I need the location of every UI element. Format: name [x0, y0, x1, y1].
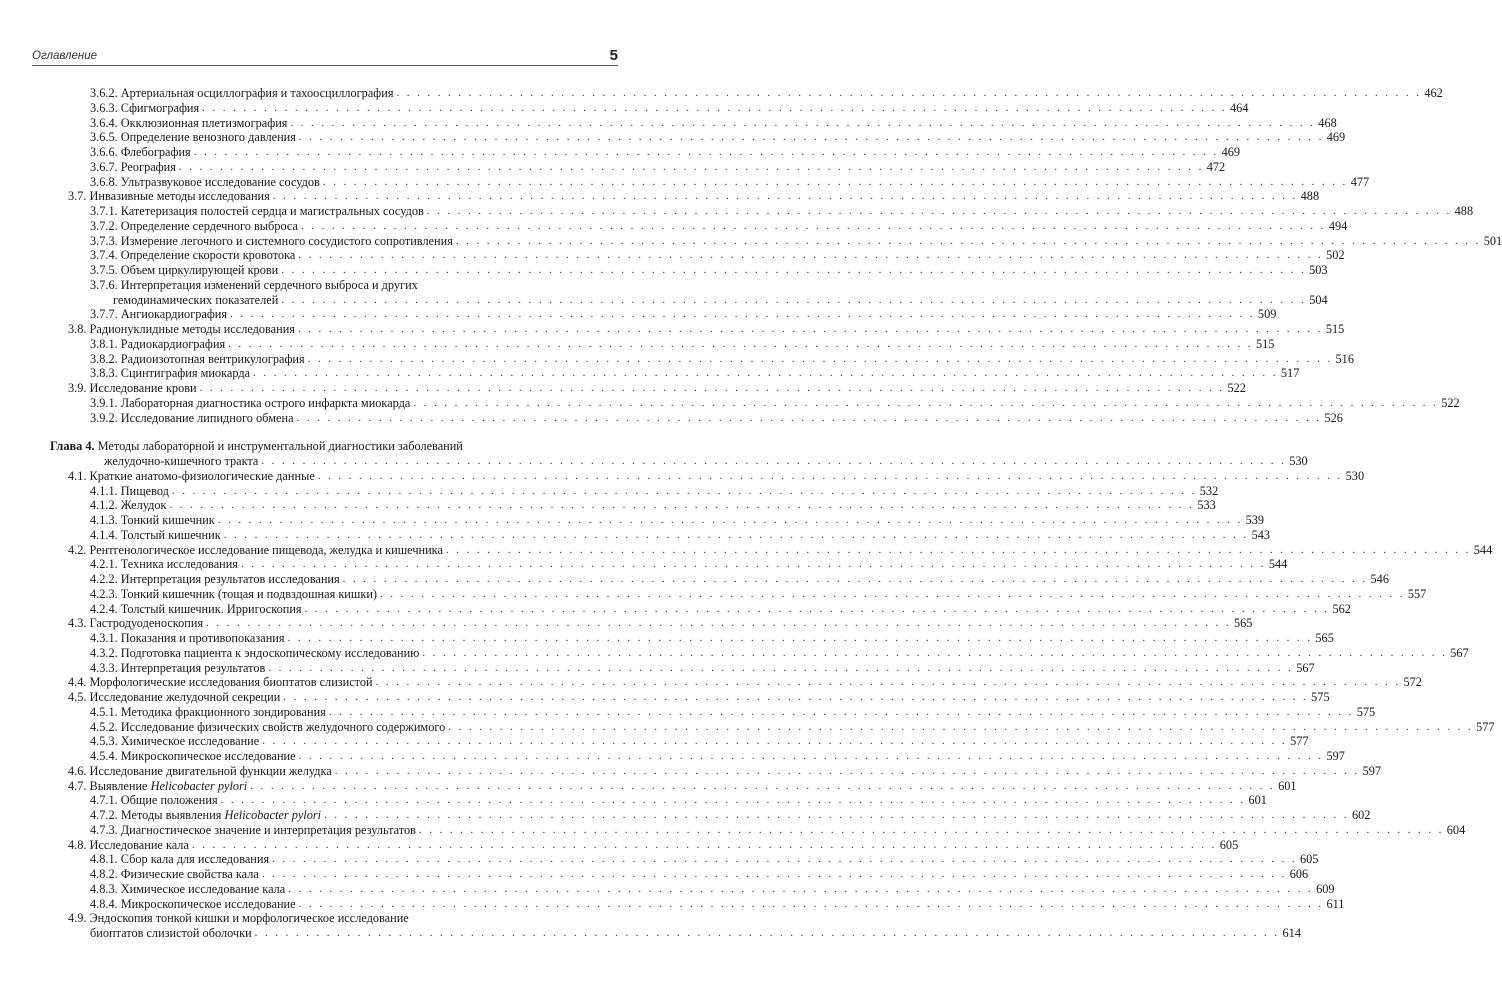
dot-leader: . . . . . . . . . . . . . . . . . . . . . . . . . . . . . . . . . . . . . . . . . . . . . . . . . . . . . . . . . . . . . . . . . . . . . . . . . . . . . . . . . . . . . . . . . . . . . . . . . . . .	[253, 367, 1278, 380]
toc-entry-text: 3.7.7. Ангиокардиография	[90, 307, 228, 322]
toc-entry-text: 4.1.3. Тонкий кишечник	[90, 513, 215, 527]
toc-entry-text: 3.6.8. Ультразвуковое исследование сосудов	[90, 174, 320, 189]
toc-entry-continuation: биоптатов слизистой оболочки	[90, 926, 252, 940]
toc-subsection-entry[interactable]	[0, 307, 1277, 322]
toc-subsection-entry[interactable]	[0, 734, 1309, 749]
toc-entry-text: 4.5.2. Исследование физических свойств желудочного содержимого	[90, 719, 446, 734]
dot-leader: . . . . . . . . . . . . . . . . . . . . . . . . . . . . . . . . . . . . . . . . . . . . . . . . . . . . . . . . . . . . . . . . . . . . . . . . . . . . . . . . . . . . . . . . . . . . . . . . . . . .	[250, 779, 1276, 792]
chapter-gap	[0, 425, 668, 439]
toc-entry-title	[90, 602, 305, 617]
toc-page-number: 567	[1450, 645, 1469, 660]
toc-entry-text: 4.5. Исследование желудочной секреции	[68, 690, 281, 704]
toc-subsection-entry[interactable]	[0, 233, 1502, 249]
toc-page-number: 567	[1296, 660, 1315, 675]
toc-entry-title	[68, 675, 376, 690]
dot-leader: . . . . . . . . . . . . . . . . . . . . . . . . . . . . . . . . . . . . . . . . . . . . . . . . . . . . . . . . . . . . . . . . . . . . . . . . . . . . . . . . . . . . . . . . . . . . . . . . . . . .	[298, 249, 1324, 262]
toc-page-number: 601	[1248, 793, 1267, 808]
toc-subsection-entry[interactable]	[0, 513, 1265, 528]
dot-leader: . . . . . . . . . . . . . . . . . . . . . . . . . . . . . . . . . . . . . . . . . . . . . . . . . . . . . . . . . . . . . . . . . . . . . . . . . . . . . . . . . . . . . . . . . . . . . . . . . . . .	[290, 116, 1316, 129]
toc-entry-title	[90, 101, 202, 116]
dot-leader: . . . . . . . . . . . . . . . . . . . . . . . . . . . . . . . . . . . . . . . . . . . . . . . . . . . . . . . . . . . . . . . . . . . . . . . . . . . . . . . . . . . . . . . . . . . . . . . . . . . .	[202, 101, 1228, 114]
toc-subsection-entry[interactable]	[0, 719, 1495, 735]
toc-entry-text: 4.7.1. Общие положения	[90, 793, 218, 808]
dot-leader: . . . . . . . . . . . . . . . . . . . . . . . . . . . . . . . . . . . . . . . . . . . . . . . . . . . . . . . . . . . . . . . . . . . . . . . . . . . . . . . . . . . . . . . . . . . . . . . . . . . .	[199, 382, 1225, 394]
toc-chapter-entry[interactable]	[0, 439, 1308, 469]
toc-page-number: 575	[1356, 704, 1376, 719]
toc-entry-title	[90, 484, 172, 499]
dot-leader: . . . . . . . . . . . . . . . . . . . . . . . . . . . . . . . . . . . . . . . . . . . . . . . . . . . . . . . . . . . . . . . . . . . . . . . . . . . . . . . . . . . . . . . . . . . . . . . . . . . .	[262, 735, 1288, 748]
toc-entry-text: 4.2.3. Тонкий кишечник (тощая и подвздошная кишки)	[90, 586, 377, 601]
dot-leader: . . . . . . . . . . . . . . . . . . . . . . . . . . . . . . . . . . . . . . . . . . . . . . . . . . . . . . . . . . . . . . . . . . . . . . . . . . . . . . . . . . . . . . . . . . . . . . . . . . . .	[328, 705, 1354, 718]
toc-entry-title	[68, 764, 335, 779]
toc-entry-title	[90, 366, 253, 381]
toc-subsection-entry[interactable]	[0, 100, 1249, 116]
toc-entry-title	[68, 911, 412, 926]
toc-entry-title	[90, 234, 456, 249]
toc-page-number: 544	[1473, 542, 1493, 557]
dot-leader: . . . . . . . . . . . . . . . . . . . . . . . . . . . . . . . . . . . . . . . . . . . . . . . . . . . . . . . . . . . . . . . . . . . . . . . . . . . . . . . . . . . . . . . . . . . . . . . . . . . .	[169, 499, 1195, 512]
dot-leader: . . . . . . . . . . . . . . . . . . . . . . . . . . . . . . . . . . . . . . . . . . . . . . . . . . . . . . . . . . . . . . . . . . . . . . . . . . . . . . . . . . . . . . . . . . . . . . . . . . . .	[298, 897, 1324, 910]
dot-leader: . . . . . . . . . . . . . . . . . . . . . . . . . . . . . . . . . . . . . . . . . . . . . . . . . . . . . . . . . . . . . . . . . . . . . . . . . . . . . . . . . . . . . . . . . . . . . . . . . . . .	[396, 87, 1422, 99]
toc-entry-title	[90, 204, 427, 219]
toc-entry-text: 4.8.1. Сбор кала для исследования	[90, 852, 270, 867]
toc-entry-text: 3.6.3. Сфигмография	[90, 100, 200, 115]
table-of-contents	[0, 86, 1502, 941]
dot-leader: . . . . . . . . . . . . . . . . . . . . . . . . . . . . . . . . . . . . . . . . . . . . . . . . . . . . . . . . . . . . . . . . . . . . . . . . . . . . . . . . . . . . . . . . . . . . . . . . . . . .	[296, 411, 1322, 424]
dot-leader: . . . . . . . . . . . . . . . . . . . . . . . . . . . . . . . . . . . . . . . . . . . . . . . . . . . . . . . . . . . . . . . . . . . . . . . . . . . . . . . . . . . . . . . . . . . . . . . . . . . .	[230, 308, 1255, 321]
toc-subsection-entry[interactable]	[0, 867, 1309, 882]
toc-subsection-entry[interactable]	[0, 881, 1335, 897]
toc-page-number: 502	[1326, 248, 1345, 263]
toc-page-number: 526	[1324, 410, 1343, 425]
toc-entry-title	[90, 278, 421, 293]
toc-entry-title	[90, 793, 221, 808]
toc-entry-text: 3.7. Инвазивные методы исследования	[68, 189, 270, 204]
toc-subsection-entry[interactable]	[0, 395, 1460, 411]
toc-page-number: 477	[1350, 174, 1370, 189]
toc-entry-text: 4.2.1. Техника исследования	[90, 557, 238, 572]
toc-subsection-entry[interactable]	[0, 645, 1469, 661]
toc-entry-text: 4.5.4. Микроскопическое исследование	[90, 749, 296, 763]
toc-entry-title	[68, 838, 192, 853]
toc-page-number: 605	[1219, 837, 1239, 852]
toc-page-number: 544	[1268, 557, 1288, 572]
toc-subsection-entry[interactable]	[0, 351, 1354, 367]
toc-entry-text: 3.7.2. Определение сердечного выброса	[90, 218, 298, 233]
toc-entry-text: 3.6.2. Артериальная осциллография и тахоосциллография	[90, 86, 394, 100]
toc-page-number: 469	[1221, 145, 1241, 159]
toc-subsection-entry[interactable]	[0, 704, 1376, 720]
toc-entry-text: 4.7.3. Диагностическое значение и интерпретация результатов	[90, 822, 416, 837]
toc-entry-text: 3.6.6. Флебография	[90, 145, 191, 159]
toc-subsection-entry[interactable]	[0, 572, 1389, 587]
toc-entry-title	[68, 322, 298, 337]
toc-entry-title	[90, 337, 228, 352]
dot-leader: . . . . . . . . . . . . . . . . . . . . . . . . . . . . . . . . . . . . . . . . . . . . . . . . . . . . . . . . . . . . . . . . . . . . . . . . . . . . . . . . . . . . . . . . . . . . . . . . . . . .	[261, 868, 1287, 880]
toc-entry-title	[90, 116, 290, 131]
toc-entry-text: 4.7.2. Методы выявления	[90, 808, 222, 822]
toc-subsection-entry[interactable]	[0, 263, 1328, 278]
toc-page-number: 517	[1280, 366, 1300, 381]
dot-leader: . . . . . . . . . . . . . . . . . . . . . . . . . . . . . . . . . . . . . . . . . . . . . . . . . . . . . . . . . . . . . . . . . . . . . . . . . . . . . . . . . . . . . . . . . . . . . . . . . . . .	[426, 205, 1452, 217]
toc-page-number: 605	[1299, 852, 1319, 867]
dot-leader: . . . . . . . . . . . . . . . . . . . . . . . . . . . . . . . . . . . . . . . . . . . . . . . . . . . . . . . . . . . . . . . . . . . . . . . . . . . . . . . . . . . . . . . . . . . . . . . . . . . .	[281, 264, 1307, 276]
toc-subsection-entry[interactable]	[0, 130, 1346, 145]
chapter-label: Глава 4.	[50, 439, 95, 454]
dot-leader: . . . . . . . . . . . . . . . . . . . . . . . . . . . . . . . . . . . . . . . . . . . . . . . . . . . . . . . . . . . . . . . . . . . . . . . . . . . . . . . . . . . . . . . . . . . . . . . . . . . .	[283, 691, 1309, 703]
toc-entry-title	[68, 543, 446, 558]
toc-page-number: 469	[1326, 130, 1346, 145]
running-title: Оглавление	[32, 50, 97, 62]
toc-entry-text: 3.6.7. Реография	[90, 159, 176, 174]
toc-entry-title	[90, 130, 299, 145]
dot-leader: . . . . . . . . . . . . . . . . . . . . . . . . . . . . . . . . . . . . . . . . . . . . . . . . . . . . . . . . . . . . . . . . . . . . . . . . . . . . . . . . . . . . . . . . . . . . . . . . . . . .	[288, 882, 1314, 895]
toc-section-entry[interactable]	[0, 778, 1297, 794]
dot-leader: . . . . . . . . . . . . . . . . . . . . . . . . . . . . . . . . . . . . . . . . . . . . . . . . . . . . . . . . . . . . . . . . . . . . . . . . . . . . . . . . . . . . . . . . . . . . . . . . . . . .	[178, 160, 1204, 173]
toc-entry-title	[68, 381, 200, 396]
dot-leader: . . . . . . . . . . . . . . . . . . . . . . . . . . . . . . . . . . . . . . . . . . . . . . . . . . . . . . . . . . . . . . . . . . . . . . . . . . . . . . . . . . . . . . . . . . . . . . . . . . . .	[413, 396, 1439, 409]
dot-leader: . . . . . . . . . . . . . . . . . . . . . . . . . . . . . . . . . . . . . . . . . . . . . . . . . . . . . . . . . . . . . . . . . . . . . . . . . . . . . . . . . . . . . . . . . . . . . . . . . . . .	[206, 617, 1231, 630]
toc-entry-text: 4.3.1. Показания и противопоказания	[90, 631, 285, 645]
dot-leader: . . . . . . . . . . . . . . . . . . . . . . . . . . . . . . . . . . . . . . . . . . . . . . . . . . . . . . . . . . . . . . . . . . . . . . . . . . . . . . . . . . . . . . . . . . . . . . . . . . . .	[217, 514, 1243, 526]
toc-entry-title	[90, 720, 448, 735]
toc-page-number: 468	[1318, 115, 1337, 130]
toc-entry-text: 4.5.1. Методика фракционного зондирования	[90, 704, 326, 719]
toc-entry-title	[90, 352, 308, 367]
toc-entry-text: 4.8.3. Химическое исследование кала	[90, 881, 286, 896]
toc-entry-title	[90, 513, 218, 528]
toc-entry-text: 4.3.2. Подготовка пациента к эндоскопическому исследованию	[90, 645, 420, 660]
toc-entry-title	[90, 661, 268, 676]
toc-page-number: 530	[1345, 468, 1365, 483]
toc-page-number: 533	[1197, 498, 1216, 513]
toc-entry-italic-term: Helicobacter pylori	[150, 778, 248, 793]
toc-section-entry[interactable]	[0, 675, 1422, 690]
toc-entry-text: 3.8. Радионуклидные методы исследования	[68, 322, 295, 336]
dot-leader: . . . . . . . . . . . . . . . . . . . . . . . . . . . . . . . . . . . . . . . . . . . . . . . . . . . . . . . . . . . . . . . . . . . . . . . . . . . . . . . . . . . . . . . . . . . . . . . . . . . .	[334, 764, 1360, 777]
toc-page-number: 543	[1251, 527, 1271, 542]
toc-page-number: 565	[1315, 631, 1334, 645]
toc-entry-title	[90, 145, 194, 160]
header-rule	[32, 65, 618, 66]
dot-leader: . . . . . . . . . . . . . . . . . . . . . . . . . . . . . . . . . . . . . . . . . . . . . . . . . . . . . . . . . . . . . . . . . . . . . . . . . . . . . . . . . . . . . . . . . . . . . . . . . . . .	[287, 632, 1313, 644]
toc-entry-text: 4.1. Краткие анатомо-физиологические данные	[68, 468, 315, 483]
toc-page-number: 488	[1300, 189, 1320, 204]
toc-page-number: 546	[1370, 572, 1389, 586]
dot-leader: . . . . . . . . . . . . . . . . . . . . . . . . . . . . . . . . . . . . . . . . . . . . . . . . . . . . . . . . . . . . . . . . . . . . . . . . . . . . . . . . . . . . . . . . . . . . . . . . . . . .	[298, 131, 1324, 144]
toc-entry-text: 3.7.5. Объем циркулирующей крови	[90, 263, 279, 277]
toc-entry-text: 4.8.2. Физические свойства кала	[90, 867, 259, 881]
toc-subsection-entry[interactable]	[0, 410, 1343, 426]
toc-page-number: 597	[1326, 749, 1345, 763]
toc-subsection-entry[interactable]	[0, 218, 1348, 234]
toc-entry-continuation: гемодинамических показателей	[113, 292, 279, 307]
dot-leader: . . . . . . . . . . . . . . . . . . . . . . . . . . . . . . . . . . . . . . . . . . . . . . . . . . . . . . . . . . . . . . . . . . . . . . . . . . . . . . . . . . . . . . . . . . . . . . . . . . . .	[324, 809, 1349, 821]
dot-leader: . . . . . . . . . . . . . . . . . . . . . . . . . . . . . . . . . . . . . . . . . . . . . . . . . . . . . . . . . . . . . . . . . . . . . . . . . . . . . . . . . . . . . . . . . . . . . . . . . . . .	[297, 323, 1323, 335]
toc-page-number: 601	[1278, 778, 1297, 793]
toc-page-number: 472	[1206, 159, 1226, 174]
dot-leader: . . . . . . . . . . . . . . . . . . . . . . . . . . . . . . . . . . . . . . . . . . . . . . . . . . . . . . . . . . . . . . . . . . . . . . . . . . . . . . . . . . . . . . . . . . . . . . . . . . . .	[191, 838, 1217, 851]
toc-entry-text: 4.2. Рентгенологическое исследование пищевода, желудка и кишечника	[68, 542, 443, 557]
toc-subsection-entry[interactable]	[0, 248, 1345, 263]
toc-entry-title	[68, 616, 206, 631]
toc-entry-italic-term: Helicobacter pylori	[224, 808, 322, 822]
toc-entry-text: 3.7.4. Определение скорости кровотока	[90, 248, 296, 263]
dot-leader: . . . . . . . . . . . . . . . . . . . . . . . . . . . . . . . . . . . . . . . . . . . . . . . . . . . . . . . . . . . . . . . . . . . . . . . . . . . . . . . . . . . . . . . . . . . . . . . . . . . .	[342, 573, 1368, 585]
dot-leader: . . . . . . . . . . . . . . . . . . . . . . . . . . . . . . . . . . . . . . . . . . . . . . . . . . . . . . . . . . . . . . . . . . . . . . . . . . . . . . . . . . . . . . . . . . . . . . . . . . . .	[254, 927, 1280, 939]
toc-subsection-entry[interactable]	[0, 483, 1219, 499]
toc-page-number: 522	[1441, 395, 1460, 410]
toc-entry-text: Методы лабораторной и инструментальной диагностики заболеваний	[97, 439, 463, 454]
toc-entry-text: 4.6. Исследование двигательной функции желудка	[68, 763, 332, 778]
toc-subsection-entry[interactable]	[0, 601, 1351, 617]
dot-leader: . . . . . . . . . . . . . . . . . . . . . . . . . . . . . . . . . . . . . . . . . . . . . . . . . . . . . . . . . . . . . . . . . . . . . . . . . . . . . . . . . . . . . . . . . . . . . . . . . . . .	[380, 587, 1405, 600]
toc-page-number: 572	[1403, 675, 1422, 690]
toc-entry-text: 3.8.3. Сцинтиграфия миокарда	[90, 366, 251, 381]
toc-page-number: 503	[1309, 263, 1328, 277]
toc-entry-title	[68, 779, 250, 794]
running-header	[32, 44, 618, 66]
toc-page-number: 565	[1233, 616, 1253, 631]
toc-entry-text: 4.2.4. Толстый кишечник. Ирригоскопия	[90, 601, 302, 616]
toc-subsection-entry[interactable]	[0, 631, 1334, 646]
toc-entry-text: 3.7.6. Интерпретация изменений сердечного выброса и других	[90, 277, 418, 292]
toc-entry-text: 3.8.2. Радиоизотопная вентрикулография	[90, 351, 305, 366]
toc-section-entry[interactable]	[0, 616, 1253, 631]
toc-entry-text: 3.6.5. Определение венозного давления	[90, 130, 296, 145]
dot-leader: . . . . . . . . . . . . . . . . . . . . . . . . . . . . . . . . . . . . . . . . . . . . . . . . . . . . . . . . . . . . . . . . . . . . . . . . . . . . . . . . . . . . . . . . . . . . . . . . . . . .	[240, 558, 1266, 571]
toc-page-number: 557	[1407, 586, 1427, 601]
toc-page-number: 462	[1424, 86, 1443, 100]
toc-page-number: 606	[1289, 867, 1309, 881]
toc-entry-title	[90, 631, 288, 646]
dot-leader: . . . . . . . . . . . . . . . . . . . . . . . . . . . . . . . . . . . . . . . . . . . . . . . . . . . . . . . . . . . . . . . . . . . . . . . . . . . . . . . . . . . . . . . . . . . . . . . . . . . .	[281, 293, 1307, 306]
dot-leader: . . . . . . . . . . . . . . . . . . . . . . . . . . . . . . . . . . . . . . . . . . . . . . . . . . . . . . . . . . . . . . . . . . . . . . . . . . . . . . . . . . . . . . . . . . . . . . . . . . . .	[422, 646, 1448, 659]
toc-entry-text: 3.6.4. Окклюзионная плетизмография	[90, 115, 288, 130]
toc-entry-title	[90, 219, 301, 234]
toc-entry-title	[68, 469, 318, 484]
toc-entry-title	[90, 852, 272, 867]
toc-page-number: 597	[1362, 763, 1382, 778]
dot-leader: . . . . . . . . . . . . . . . . . . . . . . . . . . . . . . . . . . . . . . . . . . . . . . . . . . . . . . . . . . . . . . . . . . . . . . . . . . . . . . . . . . . . . . . . . . . . . . . . . . . .	[220, 794, 1246, 807]
toc-subsection-entry[interactable]	[0, 793, 1267, 808]
dot-leader: . . . . . . . . . . . . . . . . . . . . . . . . . . . . . . . . . . . . . . . . . . . . . . . . . . . . . . . . . . . . . . . . . . . . . . . . . . . . . . . . . . . . . . . . . . . . . . . . . . . .	[300, 219, 1326, 232]
toc-entry-title	[90, 248, 298, 263]
page-number: 5	[609, 47, 618, 64]
toc-page-number: 515	[1325, 322, 1345, 336]
toc-entry-title	[90, 263, 281, 278]
toc-subsection-entry[interactable]	[0, 366, 1300, 381]
toc-entry-text: 4.7. Выявление	[68, 778, 148, 793]
toc-entry-title	[90, 749, 299, 764]
dot-leader: . . . . . . . . . . . . . . . . . . . . . . . . . . . . . . . . . . . . . . . . . . . . . . . . . . . . . . . . . . . . . . . . . . . . . . . . . . . . . . . . . . . . . . . . . . . . . . . . . . . .	[375, 676, 1401, 689]
toc-entry-text: 4.2.2. Интерпретация результатов исследования	[90, 572, 340, 586]
toc-entry-text: 4.3. Гастродуоденоскопия	[68, 616, 204, 631]
toc-subsection-entry[interactable]	[0, 749, 1345, 764]
toc-subsection-entry[interactable]	[0, 822, 1466, 838]
dot-leader: . . . . . . . . . . . . . . . . . . . . . . . . . . . . . . . . . . . . . . . . . . . . . . . . . . . . . . . . . . . . . . . . . . . . . . . . . . . . . . . . . . . . . . . . . . . . . . . . . . . .	[298, 750, 1324, 762]
dot-leader: . . . . . . . . . . . . . . . . . . . . . . . . . . . . . . . . . . . . . . . . . . . . . . . . . . . . . . . . . . . . . . . . . . . . . . . . . . . . . . . . . . . . . . . . . . . . . . . . . . . .	[193, 146, 1219, 158]
toc-page-number: 562	[1332, 601, 1351, 616]
toc-subsection-entry[interactable]	[0, 808, 1371, 823]
toc-subsection-entry[interactable]	[0, 174, 1370, 190]
toc-section-entry[interactable]	[0, 911, 1301, 941]
dot-leader: . . . . . . . . . . . . . . . . . . . . . . . . . . . . . . . . . . . . . . . . . . . . . . . . . . . . . . . . . . . . . . . . . . . . . . . . . . . . . . . . . . . . . . . . . . . . . . . . . . . .	[268, 661, 1294, 674]
dot-leader: . . . . . . . . . . . . . . . . . . . . . . . . . . . . . . . . . . . . . . . . . . . . . . . . . . . . . . . . . . . . . . . . . . . . . . . . . . . . . . . . . . . . . . . . . . . . . . . . . . . .	[418, 823, 1444, 836]
toc-page-number: 614	[1282, 926, 1301, 940]
toc-entry-title	[68, 690, 283, 705]
toc-subsection-entry[interactable]	[0, 660, 1315, 676]
toc-entry-title	[90, 307, 230, 322]
toc-page-number: 522	[1227, 381, 1246, 395]
toc-entry-title	[50, 439, 466, 454]
toc-subsection-entry[interactable]	[0, 586, 1427, 602]
toc-entry-title	[90, 411, 297, 426]
toc-entry-text: 4.1.1. Пищевод	[90, 483, 169, 498]
toc-page-number: 577	[1476, 719, 1495, 734]
toc-subsection-entry[interactable]	[0, 336, 1275, 352]
toc-subsection-entry[interactable]	[0, 896, 1345, 912]
toc-entry-title	[90, 705, 329, 720]
toc-entry-text: 3.9. Исследование крови	[68, 381, 197, 395]
toc-entry-text: 4.1.2. Желудок	[90, 498, 167, 513]
toc-entry-title	[90, 867, 262, 882]
toc-page-number: 577	[1290, 734, 1309, 749]
toc-entry-text: 3.8.1. Радиокардиография	[90, 336, 226, 351]
toc-section-entry[interactable]	[0, 322, 1345, 337]
dot-leader: . . . . . . . . . . . . . . . . . . . . . . . . . . . . . . . . . . . . . . . . . . . . . . . . . . . . . . . . . . . . . . . . . . . . . . . . . . . . . . . . . . . . . . . . . . . . . . . . . . . .	[272, 190, 1298, 203]
toc-page-number: 532	[1199, 483, 1219, 498]
toc-subsection-entry[interactable]	[0, 277, 1328, 308]
toc-entry-title	[90, 160, 179, 175]
toc-page-number: 604	[1446, 822, 1466, 837]
dot-leader: . . . . . . . . . . . . . . . . . . . . . . . . . . . . . . . . . . . . . . . . . . . . . . . . . . . . . . . . . . . . . . . . . . . . . . . . . . . . . . . . . . . . . . . . . . . . . . . . . . . .	[445, 543, 1471, 556]
toc-page-number: 488	[1454, 204, 1474, 218]
toc-entry-title	[90, 734, 262, 749]
toc-page-number: 464	[1230, 100, 1249, 115]
dot-leader: . . . . . . . . . . . . . . . . . . . . . . . . . . . . . . . . . . . . . . . . . . . . . . . . . . . . . . . . . . . . . . . . . . . . . . . . . . . . . . . . . . . . . . . . . . . . . . . . . . . .	[448, 720, 1474, 733]
dot-leader: . . . . . . . . . . . . . . . . . . . . . . . . . . . . . . . . . . . . . . . . . . . . . . . . . . . . . . . . . . . . . . . . . . . . . . . . . . . . . . . . . . . . . . . . . . . . . . . . . . . .	[223, 528, 1249, 541]
toc-subsection-entry[interactable]	[0, 145, 1241, 160]
dot-leader: . . . . . . . . . . . . . . . . . . . . . . . . . . . . . . . . . . . . . . . . . . . . . . . . . . . . . . . . . . . . . . . . . . . . . . . . . . . . . . . . . . . . . . . . . . . . . . . . . . . .	[317, 469, 1343, 482]
toc-entry-text: 3.9.2. Исследование липидного обмена	[90, 410, 294, 425]
toc-page-number: 530	[1289, 454, 1308, 468]
toc-subsection-entry[interactable]	[0, 557, 1288, 572]
toc-section-entry[interactable]	[0, 763, 1382, 779]
toc-page-number: 501	[1483, 233, 1502, 248]
toc-entry-title	[90, 823, 419, 838]
toc-subsection-entry[interactable]	[0, 498, 1216, 513]
toc-section-entry[interactable]	[0, 381, 1246, 396]
toc-entry-title	[90, 587, 380, 602]
toc-subsection-entry[interactable]	[0, 204, 1474, 219]
toc-entry-text: 3.9.1. Лабораторная диагностика острого инфаркта миокарда	[90, 395, 411, 410]
toc-page-number: 602	[1351, 808, 1371, 822]
toc-entry-title	[90, 572, 343, 587]
toc-entry-title	[90, 175, 323, 190]
toc-subsection-entry[interactable]	[0, 159, 1226, 175]
toc-page-number: 539	[1245, 513, 1265, 527]
toc-page-number: 504	[1309, 292, 1328, 307]
toc-entry-text: 4.8.4. Микроскопическое исследование	[90, 896, 296, 911]
dot-leader: . . . . . . . . . . . . . . . . . . . . . . . . . . . . . . . . . . . . . . . . . . . . . . . . . . . . . . . . . . . . . . . . . . . . . . . . . . . . . . . . . . . . . . . . . . . . . . . . . . . .	[261, 455, 1287, 467]
toc-entry-continuation: желудочно-кишечного тракта	[104, 454, 259, 468]
toc-subsection-entry[interactable]	[0, 115, 1337, 131]
toc-section-entry[interactable]	[0, 468, 1365, 484]
toc-subsection-entry[interactable]	[0, 86, 1443, 101]
toc-section-entry[interactable]	[0, 542, 1493, 558]
toc-page-number: 609	[1316, 881, 1335, 896]
dot-leader: . . . . . . . . . . . . . . . . . . . . . . . . . . . . . . . . . . . . . . . . . . . . . . . . . . . . . . . . . . . . . . . . . . . . . . . . . . . . . . . . . . . . . . . . . . . . . . . . . . . .	[272, 853, 1297, 866]
dot-leader: . . . . . . . . . . . . . . . . . . . . . . . . . . . . . . . . . . . . . . . . . . . . . . . . . . . . . . . . . . . . . . . . . . . . . . . . . . . . . . . . . . . . . . . . . . . . . . . . . . . .	[228, 337, 1253, 350]
toc-entry-text: 3.7.1. Катетеризация полостей сердца и магистральных сосудов	[90, 204, 424, 218]
toc-entry-text: 4.1.4. Толстый кишечник	[90, 527, 221, 542]
toc-entry-title	[90, 882, 288, 897]
toc-section-entry[interactable]	[0, 690, 1330, 705]
toc-page-number: 516	[1335, 351, 1354, 366]
toc-entry-title	[90, 557, 241, 572]
toc-entry-title	[90, 86, 397, 101]
toc-entry-title	[90, 528, 224, 543]
toc-section-entry[interactable]	[0, 837, 1239, 853]
toc-entry-title	[90, 808, 324, 823]
dot-leader: . . . . . . . . . . . . . . . . . . . . . . . . . . . . . . . . . . . . . . . . . . . . . . . . . . . . . . . . . . . . . . . . . . . . . . . . . . . . . . . . . . . . . . . . . . . . . . . . . . . .	[304, 602, 1330, 615]
toc-entry-text: 4.5.3. Химическое исследование	[90, 734, 260, 749]
toc-entry-text: 4.8. Исследование кала	[68, 837, 189, 852]
toc-subsection-entry[interactable]	[0, 852, 1319, 867]
toc-page-number: 611	[1326, 896, 1345, 911]
toc-page-number: 515	[1255, 336, 1275, 351]
toc-entry-title	[90, 498, 169, 513]
toc-entry-text: 4.3.3. Интерпретация результатов	[90, 660, 266, 675]
toc-page-number: 575	[1311, 690, 1330, 704]
toc-subsection-entry[interactable]	[0, 527, 1271, 543]
toc-section-entry[interactable]	[0, 189, 1320, 204]
toc-entry-title	[90, 396, 413, 411]
toc-page-number: 509	[1257, 307, 1277, 322]
toc-entry-text: 3.7.3. Измерение легочного и системного сосудистого сопротивления	[90, 233, 453, 248]
toc-page-number: 494	[1328, 218, 1348, 233]
dot-leader: . . . . . . . . . . . . . . . . . . . . . . . . . . . . . . . . . . . . . . . . . . . . . . . . . . . . . . . . . . . . . . . . . . . . . . . . . . . . . . . . . . . . . . . . . . . . . . . . . . . .	[171, 484, 1197, 497]
toc-entry-title	[90, 897, 299, 912]
dot-leader: . . . . . . . . . . . . . . . . . . . . . . . . . . . . . . . . . . . . . . . . . . . . . . . . . . . . . . . . . . . . . . . . . . . . . . . . . . . . . . . . . . . . . . . . . . . . . . . . . . . .	[307, 352, 1333, 365]
toc-entry-text: 4.9. Эндоскопия тонкой кишки и морфологическое исследование	[68, 911, 409, 926]
dot-leader: . . . . . . . . . . . . . . . . . . . . . . . . . . . . . . . . . . . . . . . . . . . . . . . . . . . . . . . . . . . . . . . . . . . . . . . . . . . . . . . . . . . . . . . . . . . . . . . . . . . .	[322, 175, 1348, 188]
toc-entry-title	[68, 189, 273, 204]
toc-entry-title	[90, 646, 422, 661]
toc-entry-text: 4.4. Морфологические исследования биоптатов слизистой	[68, 675, 373, 690]
dot-leader: . . . . . . . . . . . . . . . . . . . . . . . . . . . . . . . . . . . . . . . . . . . . . . . . . . . . . . . . . . . . . . . . . . . . . . . . . . . . . . . . . . . . . . . . . . . . . . . . . . . .	[455, 234, 1481, 247]
